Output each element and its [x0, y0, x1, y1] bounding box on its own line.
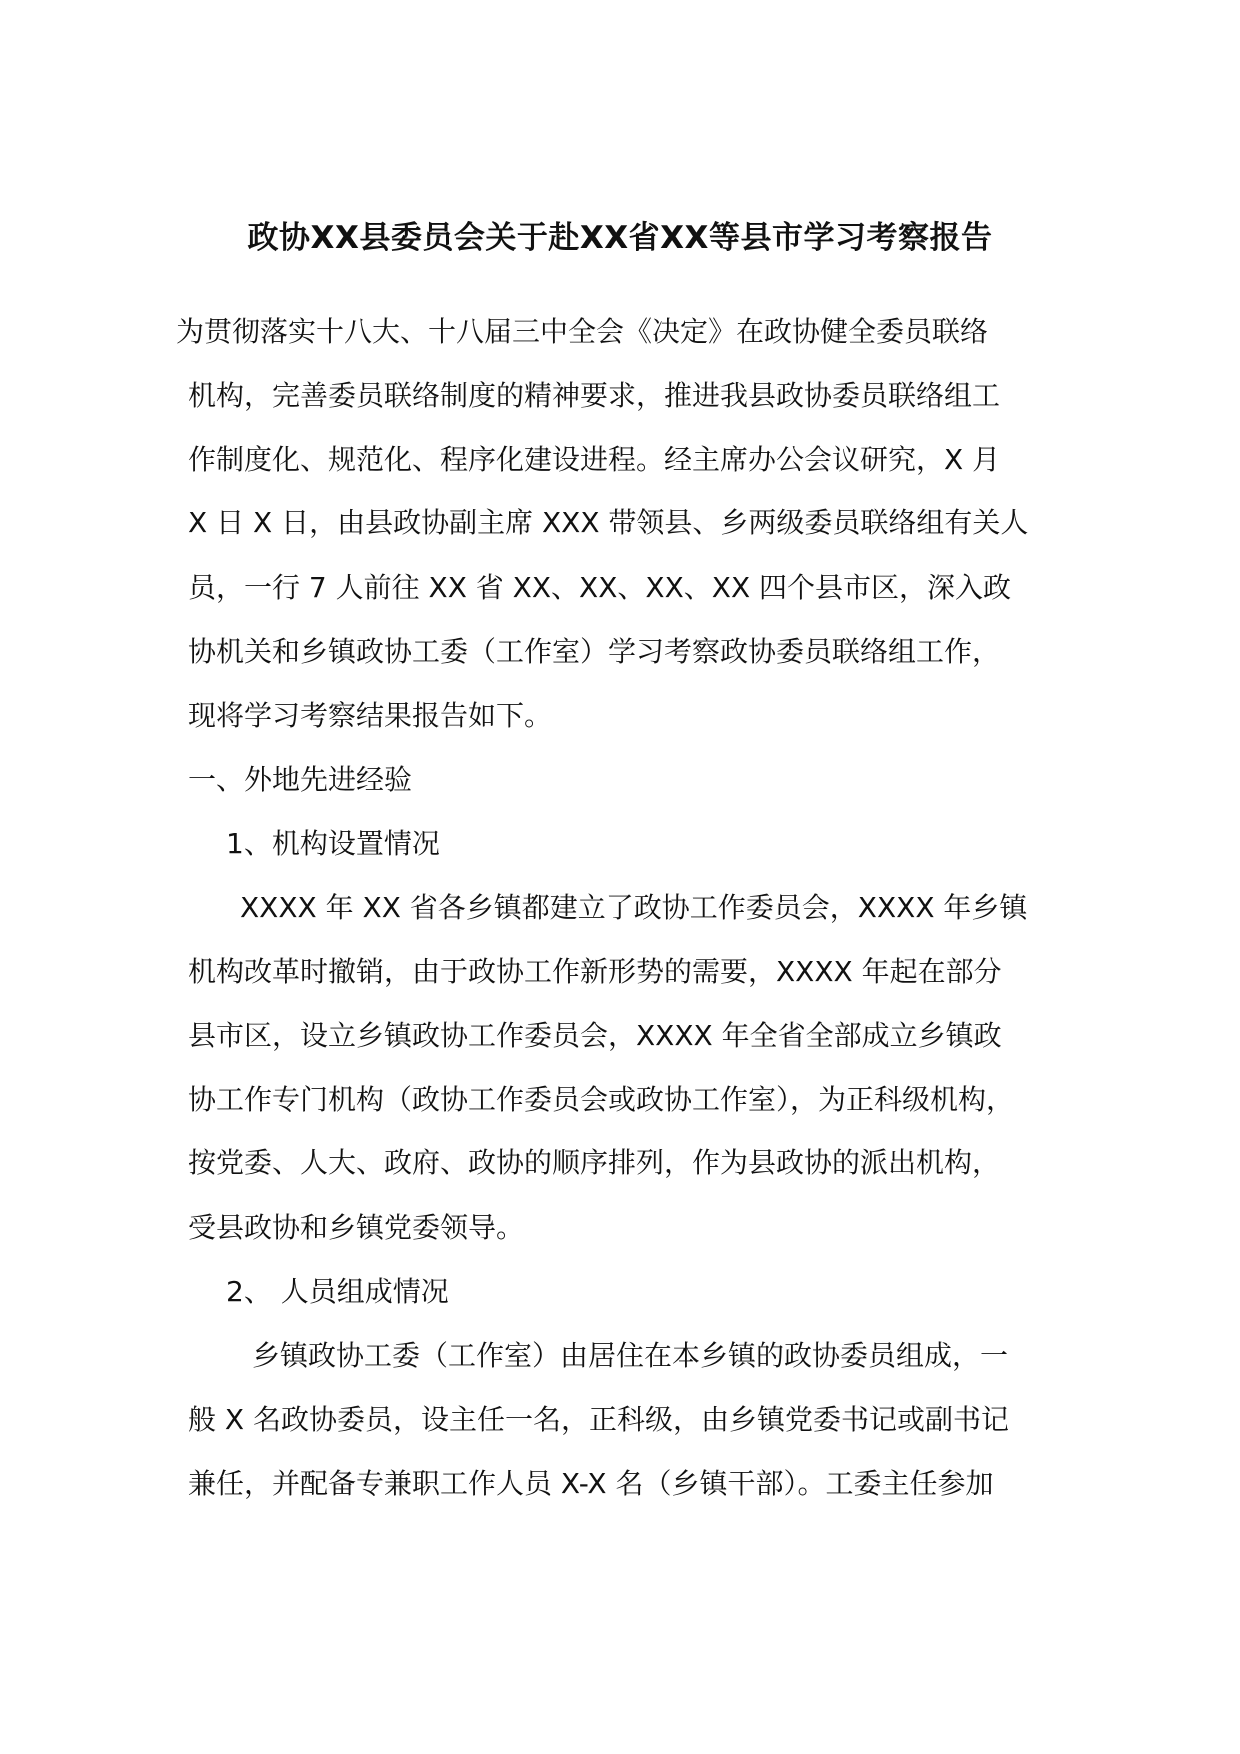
body-line-3: 作制度化、规范化、程序化建设进程。经主席办公会议研究，X 月: [188, 443, 1001, 476]
body-line-18: 般 X 名政协委员，设主任一名，正科级，由乡镇党委书记或副书记: [188, 1403, 1009, 1436]
body-line-13: 协工作专门机构（政协工作委员会或政协工作室），为正科级机构，: [188, 1083, 1015, 1116]
body-line-2: 机构，完善委员联络制度的精神要求，推进我县政协委员联络组工: [188, 379, 1001, 412]
body-line-12: 县市区，设立乡镇政协工作委员会，XXXX 年全省全部成立乡镇政: [188, 1019, 1002, 1052]
section-heading-1: 一、外地先进经验: [188, 763, 413, 796]
body-line-5: 员，一行 7 人前往 XX 省 XX、XX、XX、XX 四个县市区，深入政: [188, 571, 1012, 604]
body-line-7: 现将学习考察结果报告如下。: [188, 699, 553, 732]
body-line-14: 按党委、人大、政府、政协的顺序排列，作为县政协的派出机构，: [188, 1146, 1001, 1179]
body-line-19: 兼任，并配备专兼职工作人员 X-X 名（乡镇干部）。工委主任参加: [188, 1467, 994, 1500]
subsection-heading-1: 1、机构设置情况: [226, 827, 440, 860]
body-line-15: 受县政协和乡镇党委领导。: [188, 1211, 525, 1244]
document-title: 政协XX县委员会关于赴XX省XX等县市学习考察报告: [247, 220, 993, 256]
body-line-1: 为贯彻落实十八大、十八届三中全会《决定》在政协健全委员联络: [176, 315, 989, 348]
subsection-heading-2: 2、 人员组成情况: [226, 1275, 449, 1308]
body-line-4: X 日 X 日，由县政协副主席 XXX 带领县、乡两级委员联络组有关人: [188, 506, 1029, 539]
body-line-10: XXXX 年 XX 省各乡镇都建立了政协工作委员会，XXXX 年乡镇: [240, 891, 1028, 924]
body-line-11: 机构改革时撤销，由于政协工作新形势的需要，XXXX 年起在部分: [188, 955, 1002, 988]
body-line-6: 协机关和乡镇政协工委（工作室）学习考察政协委员联络组工作，: [188, 635, 1001, 668]
body-line-17: 乡镇政协工委（工作室）由居住在本乡镇的政协委员组成，一: [252, 1339, 1009, 1372]
